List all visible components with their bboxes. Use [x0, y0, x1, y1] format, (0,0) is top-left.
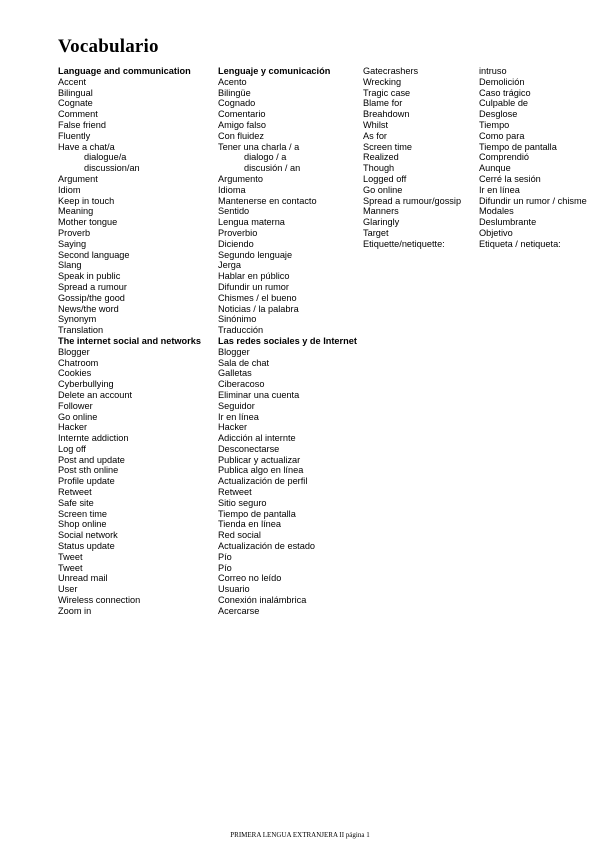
vocab-item: Pío — [218, 551, 232, 562]
vocab-item: Screen time — [363, 141, 413, 152]
vocab-item: Wrecking — [363, 76, 402, 87]
vocab-item: Whilst — [363, 119, 389, 130]
vocab-item: Bilingüe — [218, 87, 251, 98]
page-title: Vocabulario — [58, 36, 159, 57]
vocab-item: Hablar en público — [218, 271, 290, 282]
vocab-item: Sitio seguro — [218, 497, 267, 508]
vocab-item: dialogo / a — [244, 152, 287, 163]
vocab-item: Second language — [58, 249, 130, 260]
vocab-item: Bilingual — [58, 87, 93, 98]
vocab-item: Actualización de perfil — [218, 476, 308, 487]
vocab-item: Tiempo — [479, 119, 510, 130]
vocab-item: Desconectarse — [218, 443, 280, 454]
vocab-item: Eliminar una cuenta — [218, 389, 300, 400]
vocab-item: Hacker — [58, 422, 88, 433]
vocab-item: Deslumbrante — [479, 217, 537, 228]
vocab-item: Idiom — [58, 184, 81, 195]
vocab-item: Keep in touch — [58, 195, 115, 206]
vocab-item: Profile update — [58, 476, 115, 487]
vocab-item: Tener una charla / a — [218, 141, 300, 152]
vocab-item: Comprendió — [479, 152, 530, 163]
section-heading: Lenguaje y comunicación — [218, 66, 331, 76]
vocab-item: Pío — [218, 562, 232, 573]
vocab-item: Jerga — [218, 260, 241, 271]
vocab-item: Status update — [58, 541, 115, 552]
vocab-item: Translation — [58, 325, 104, 336]
vocab-item: Post sth online — [58, 465, 119, 476]
vocab-column-english-extra — [363, 66, 479, 250]
vocab-item: Idioma — [218, 184, 246, 195]
section-heading: Las redes sociales y de Internet — [218, 335, 357, 346]
vocab-item: Acento — [218, 76, 247, 87]
vocab-item: Spread a rumour — [58, 281, 127, 292]
vocab-item: Logged off — [363, 173, 407, 184]
vocab-item: Slang — [58, 260, 82, 271]
vocab-item: Manners — [363, 206, 399, 217]
vocab-item: Sala de chat — [218, 357, 270, 368]
vocab-item: Hacker — [218, 422, 248, 433]
vocab-item: Though — [363, 163, 395, 174]
vocab-item: Zoom in — [58, 605, 92, 616]
vocab-item: Diciendo — [218, 238, 254, 249]
vocab-item: Conexión inalámbrica — [218, 595, 307, 606]
vocab-column-spanish — [218, 66, 364, 617]
section-heading: Language and communication — [58, 66, 191, 76]
vocab-item: Aunque — [479, 163, 511, 174]
vocab-item: Con fluidez — [218, 130, 264, 141]
vocab-item: intruso — [479, 66, 507, 76]
vocab-item: Sentido — [218, 206, 250, 217]
vocab-item: Realized — [363, 152, 399, 163]
vocab-item: Tienda en línea — [218, 519, 281, 530]
vocab-item: Post and update — [58, 454, 125, 465]
vocab-item: Spread a rumour/gossip — [363, 195, 462, 206]
section-heading: The internet social and networks — [58, 335, 201, 346]
vocab-item: dialogue/a — [84, 152, 127, 163]
vocab-item: Sinónimo — [218, 314, 257, 325]
vocab-item: Culpable de — [479, 98, 529, 109]
vocab-item: Cognado — [218, 98, 256, 109]
vocab-item: Retweet — [218, 487, 252, 498]
vocab-item: Tragic case — [363, 87, 411, 98]
vocab-item: Adicción al internte — [218, 433, 296, 444]
vocab-item: Como para — [479, 130, 525, 141]
vocab-item: Red social — [218, 530, 261, 541]
vocab-item: Meaning — [58, 206, 94, 217]
vocab-column-english — [58, 66, 216, 617]
vocab-item: Etiqueta / netiqueta: — [479, 238, 561, 249]
vocab-column-spanish-extra — [479, 66, 597, 250]
vocab-item: Social network — [58, 530, 118, 541]
vocab-item: Publicar y actualizar — [218, 454, 301, 465]
vocab-item: Log off — [58, 443, 86, 454]
vocab-item: Tiempo de pantalla — [479, 141, 557, 152]
vocab-item: Blame for — [363, 98, 403, 109]
vocab-item: Usuario — [218, 584, 250, 595]
vocab-item: Chismes / el bueno — [218, 292, 297, 303]
vocab-item: Gatecrashers — [363, 66, 419, 76]
vocab-item: Internte addiction — [58, 433, 129, 444]
vocab-item: As for — [363, 130, 387, 141]
vocab-item: Difundir un rumor — [218, 281, 289, 292]
vocab-item: Have a chat/a — [58, 141, 115, 152]
vocab-item: Target — [363, 227, 389, 238]
vocab-item: Chatroom — [58, 357, 99, 368]
vocab-item: Speak in public — [58, 271, 121, 282]
vocab-item: Actualización de estado — [218, 541, 316, 552]
vocab-item: Delete an account — [58, 389, 133, 400]
vocab-item: Screen time — [58, 508, 108, 519]
vocab-item: Desglose — [479, 109, 518, 120]
vocab-item: Ciberacoso — [218, 379, 265, 390]
vocab-item: Unread mail — [58, 573, 108, 584]
vocab-item: Modales — [479, 206, 514, 217]
vocab-item: Synonym — [58, 314, 97, 325]
vocab-item: Galletas — [218, 368, 252, 379]
vocab-item: Seguidor — [218, 400, 255, 411]
vocab-item: Breahdown — [363, 109, 410, 120]
vocab-item: Publica algo en línea — [218, 465, 304, 476]
vocab-item: Lengua materna — [218, 217, 285, 228]
vocab-item: Cookies — [58, 368, 92, 379]
vocab-item: Glaringly — [363, 217, 400, 228]
vocab-item: Traducción — [218, 325, 264, 336]
vocab-item: News/the word — [58, 303, 119, 314]
page-footer: PRIMERA LENGUA EXTRANJERA II página 1 — [230, 831, 370, 839]
vocab-item: Caso trágico — [479, 87, 531, 98]
vocab-item: Fluently — [58, 130, 91, 141]
vocab-item: Amigo falso — [218, 119, 267, 130]
vocab-item: Blogger — [218, 346, 250, 357]
vocab-item: Go online — [363, 184, 403, 195]
vocab-item: Cerré la sesión — [479, 173, 541, 184]
vocab-item: Gossip/the good — [58, 292, 125, 303]
vocab-item: Go online — [58, 411, 98, 422]
vocab-item: Noticias / la palabra — [218, 303, 299, 314]
vocab-item: Argument — [58, 173, 98, 184]
vocab-item: discussion/an — [84, 163, 140, 174]
vocab-item: Comentario — [218, 109, 266, 120]
vocab-item: Tiempo de pantalla — [218, 508, 296, 519]
vocab-item: Proverbio — [218, 227, 258, 238]
vocab-item: Comment — [58, 109, 98, 120]
vocab-item: Etiquette/netiquette: — [363, 238, 445, 249]
vocab-item: Cognate — [58, 98, 93, 109]
vocab-item: Mother tongue — [58, 217, 118, 228]
vocab-item: Safe site — [58, 497, 94, 508]
vocab-item: Difundir un rumor / chisme — [479, 195, 587, 206]
vocab-item: Segundo lenguaje — [218, 249, 293, 260]
vocab-item: Ir en línea — [479, 184, 520, 195]
vocab-item: Wireless connection — [58, 595, 141, 606]
vocab-item: Argumento — [218, 173, 263, 184]
vocab-item: Shop online — [58, 519, 107, 530]
vocab-item: Demolición — [479, 76, 525, 87]
vocab-item: Retweet — [58, 487, 92, 498]
vocab-item: Acercarse — [218, 605, 260, 616]
vocab-item: Proverb — [58, 227, 91, 238]
vocab-item: Follower — [58, 400, 93, 411]
vocab-item: Accent — [58, 76, 87, 87]
vocab-item: Blogger — [58, 346, 90, 357]
vocab-item: Objetivo — [479, 227, 513, 238]
vocab-item: False friend — [58, 119, 107, 130]
vocab-item: Tweet — [58, 551, 83, 562]
vocab-item: Mantenerse en contacto — [218, 195, 317, 206]
vocab-item: discusión / an — [244, 163, 301, 174]
vocab-item: User — [58, 584, 78, 595]
vocab-item: Ir en línea — [218, 411, 259, 422]
vocab-item: Tweet — [58, 562, 83, 573]
vocab-item: Correo no leído — [218, 573, 282, 584]
vocab-item: Saying — [58, 238, 87, 249]
vocab-item: Cyberbullying — [58, 379, 114, 390]
